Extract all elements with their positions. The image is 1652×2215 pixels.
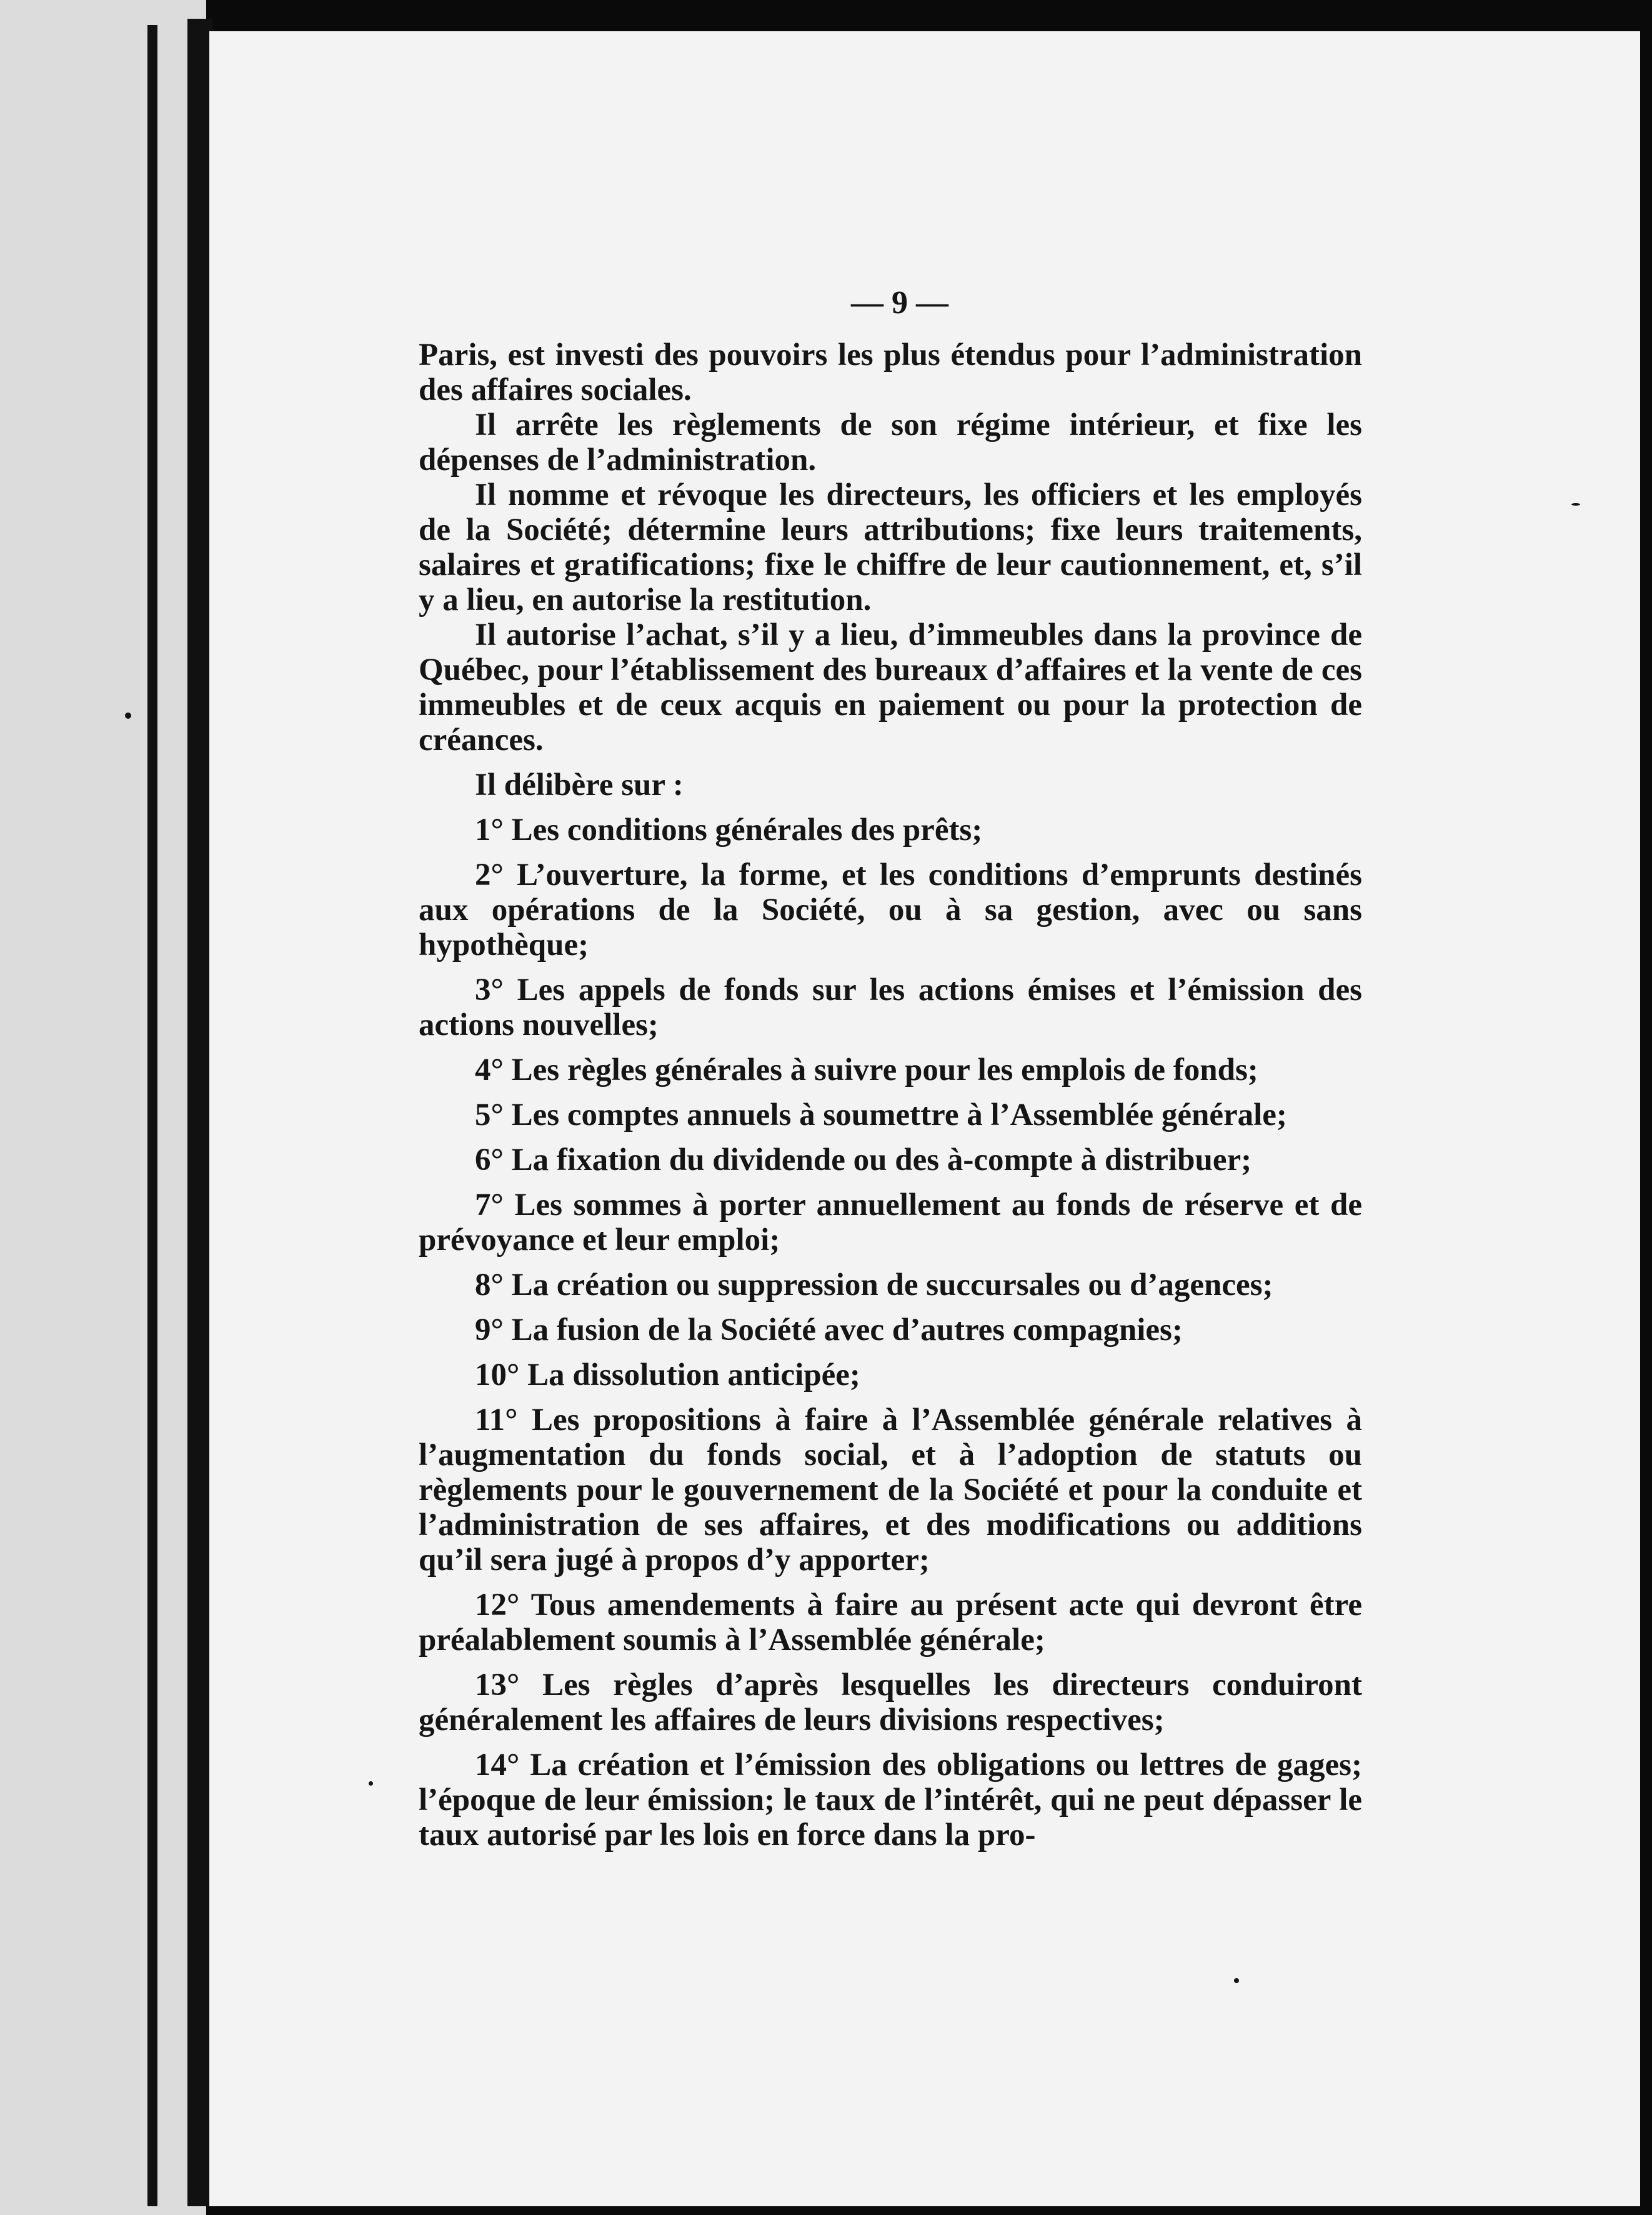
list-item: 2° L’ouverture, la forme, et les conditions d’emprunts destinés aux opérations de la Société, ou à sa gestion, avec ou sans hypothèque; — [419, 858, 1362, 962]
page-number: — 9 — — [851, 285, 948, 321]
list-item: 14° La création et l’émission des obligations ou lettres de gages; l’époque de leur émission; le taux de l’intérêt, qui ne peut dépasser le taux autorisé par les lois en force dans la pro- — [419, 1748, 1362, 1852]
list-item: 4° Les règles générales à suivre pour les emplois de fonds; — [475, 1052, 1258, 1088]
list-item: 11° Les propositions à faire à l’Assemblée générale relatives à l’augmentation du fonds social, et à l’adoption de statuts ou règlements pour le gouvernement de la Société et pour la conduite et l’administration de ses affaires, et des modifications ou additions qu’il sera jugé à propos d’y apporter; — [419, 1402, 1362, 1578]
book-gutter — [187, 19, 212, 2206]
paragraph: Paris, est investi des pouvoirs les plus étendus pour l’administration des affaires sociales. — [419, 338, 1362, 408]
left-page-edge — [0, 0, 206, 2215]
paragraph: Il autorise l’achat, s’il y a lieu, d’immeubles dans la province de Québec, pour l’établissement des bureaux d’affaires et la vente de ces immeubles et de ceux acquis en paiement ou pour la protection de créances. — [419, 618, 1362, 758]
list-item: 12° Tous amendements à faire au présent acte qui devront être préalablement soumis à l’Assemblée générale; — [419, 1588, 1362, 1658]
left-page-shadow — [147, 25, 157, 2206]
paragraph: Il nomme et révoque les directeurs, les officiers et les employés de la Société; détermine leurs attributions; fixe leurs traitements, salaires et gratifications; fixe le chiffre de leur cautionnement, et, s’il y a lieu, en autorise la restitution. — [419, 478, 1362, 618]
list-item: 5° Les comptes annuels à soumettre à l’Assemblée générale; — [475, 1098, 1287, 1132]
scan-speck — [1234, 1978, 1239, 1983]
list-item: 6° La fixation du dividende ou des à-compte à distribuer; — [475, 1142, 1252, 1178]
paragraph: Il arrête les règlements de son régime intérieur, et fixe les dépenses de l’administration. — [419, 408, 1362, 478]
scan-speck — [369, 1781, 373, 1786]
list-item: 1° Les conditions générales des prêts; — [475, 812, 983, 848]
paragraph: Il délibère sur : — [475, 768, 684, 802]
list-item: 7° Les sommes à porter annuellement au fonds de réserve et de prévoyance et leur emploi; — [419, 1188, 1362, 1258]
list-item: 9° La fusion de la Société avec d’autres compagnies; — [475, 1312, 1183, 1348]
scan-speck — [125, 712, 131, 719]
list-item: 10° La dissolution anticipée; — [475, 1358, 860, 1392]
scan-speck — [1571, 503, 1580, 506]
page-body — [419, 338, 1362, 1852]
list-item: 8° La création ou suppression de succursales ou d’agences; — [475, 1268, 1273, 1302]
list-item: 3° Les appels de fonds sur les actions émises et l’émission des actions nouvelles; — [419, 972, 1362, 1042]
list-item: 13° Les règles d’après lesquelles les directeurs conduiront généralement les affaires de leurs divisions respectives; — [419, 1668, 1362, 1738]
